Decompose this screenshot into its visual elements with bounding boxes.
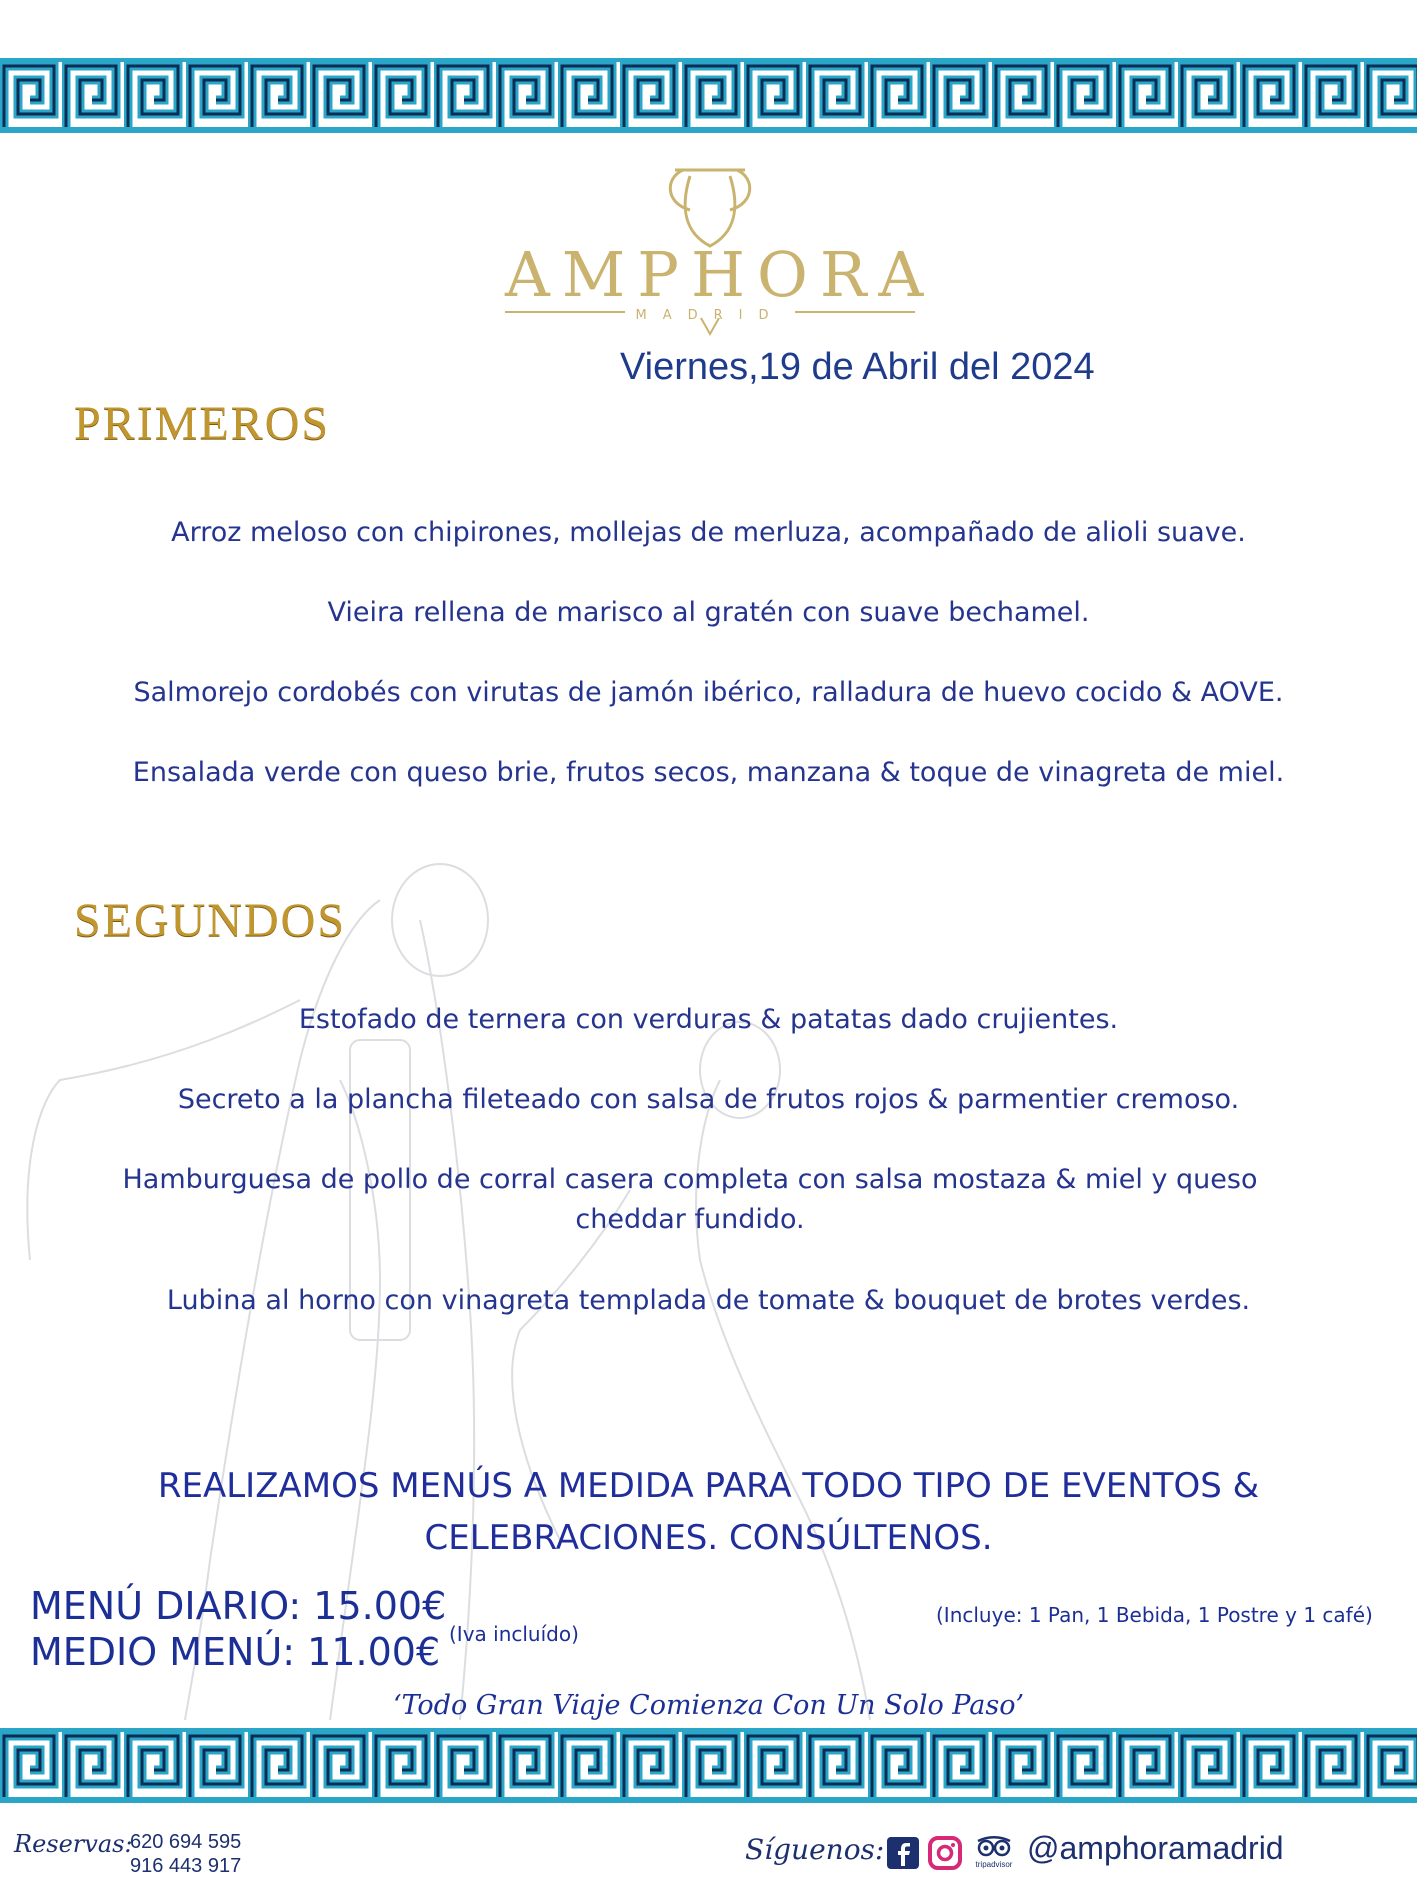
amphora-vase-icon (505, 158, 915, 248)
facebook-icon[interactable] (886, 1836, 920, 1870)
includes-note: (Incluye: 1 Pan, 1 Bebida, 1 Postre y 1 café) (936, 1603, 1373, 1627)
events-banner (100, 1460, 1317, 1564)
dish-segundo-2: Secreto a la plancha fileteado con salsa de frutos rojos & parmentier cremoso. (177, 1084, 1240, 1115)
greek-key-pattern-bottom (0, 1728, 1417, 1804)
motto-quote: ‘Todo Gran Viaje Comienza Con Un Solo Paso’ (392, 1690, 1025, 1721)
follow-label: Síguenos: (745, 1833, 885, 1866)
section-title-segundos: SEGUNDOS (74, 894, 347, 947)
dish-primero-4: Ensalada verde con queso brie, frutos secos, manzana & toque de vinagreta de miel. (132, 757, 1285, 788)
iva-note: (Iva incluído) (449, 1622, 579, 1646)
section-title-primeros: PRIMEROS (74, 397, 331, 450)
tripadvisor-icon[interactable] (974, 1836, 1014, 1870)
reservas-phones (130, 1830, 241, 1878)
price-medio-menu: MEDIO MENÚ: 11.00€ (30, 1630, 441, 1674)
events-banner-line-2: CELEBRACIONES. CONSÚLTENOS. (424, 1518, 993, 1558)
logo-subtitle: MADRID (635, 308, 785, 323)
greek-key-pattern-top (0, 58, 1417, 134)
dish-segundo-1: Estofado de ternera con verduras & patatas dado crujientes. (298, 1004, 1119, 1035)
tripadvisor-wordmark: tripadvisor (975, 1860, 1013, 1869)
instagram-icon[interactable] (928, 1836, 962, 1870)
menu-date: Viernes,19 de Abril del 2024 (620, 346, 1095, 388)
amphora-logo (505, 158, 936, 338)
dish-primero-2: Vieira rellena de marisco al gratén con suave bechamel. (327, 597, 1090, 628)
phone-2: 916 443 917 (130, 1855, 242, 1877)
dish-primero-1: Arroz meloso con chipirones, mollejas de merluza, acompañado de alioli suave. (171, 517, 1246, 548)
reservas-label: Reservas: (14, 1830, 133, 1858)
price-menu-diario: MENÚ DIARIO: 15.00€ (30, 1584, 447, 1628)
greek-key-border-bottom (0, 1728, 1417, 1838)
phone-1: 620 694 595 (130, 1831, 242, 1853)
dish-segundo-4: Lubina al horno con vinagreta templada de tomate & bouquet de brotes verdes. (166, 1285, 1251, 1316)
events-banner-line-1: REALIZAMOS MENÚS A MEDIDA PARA TODO TIPO DE EVENTOS & (157, 1466, 1260, 1506)
logo-name: AMPHORA (505, 238, 936, 311)
dish-primero-3: Salmorejo cordobés con virutas de jamón ibérico, ralladura de huevo cocido & AOVE. (133, 677, 1284, 708)
greek-key-border-top (0, 58, 1417, 168)
social-handle[interactable]: @amphoramadrid (1027, 1830, 1284, 1866)
dish-segundo-3: Hamburguesa de pollo de corral casera completa con salsa mostaza & miel y queso cheddar fundido. (122, 1164, 1258, 1235)
